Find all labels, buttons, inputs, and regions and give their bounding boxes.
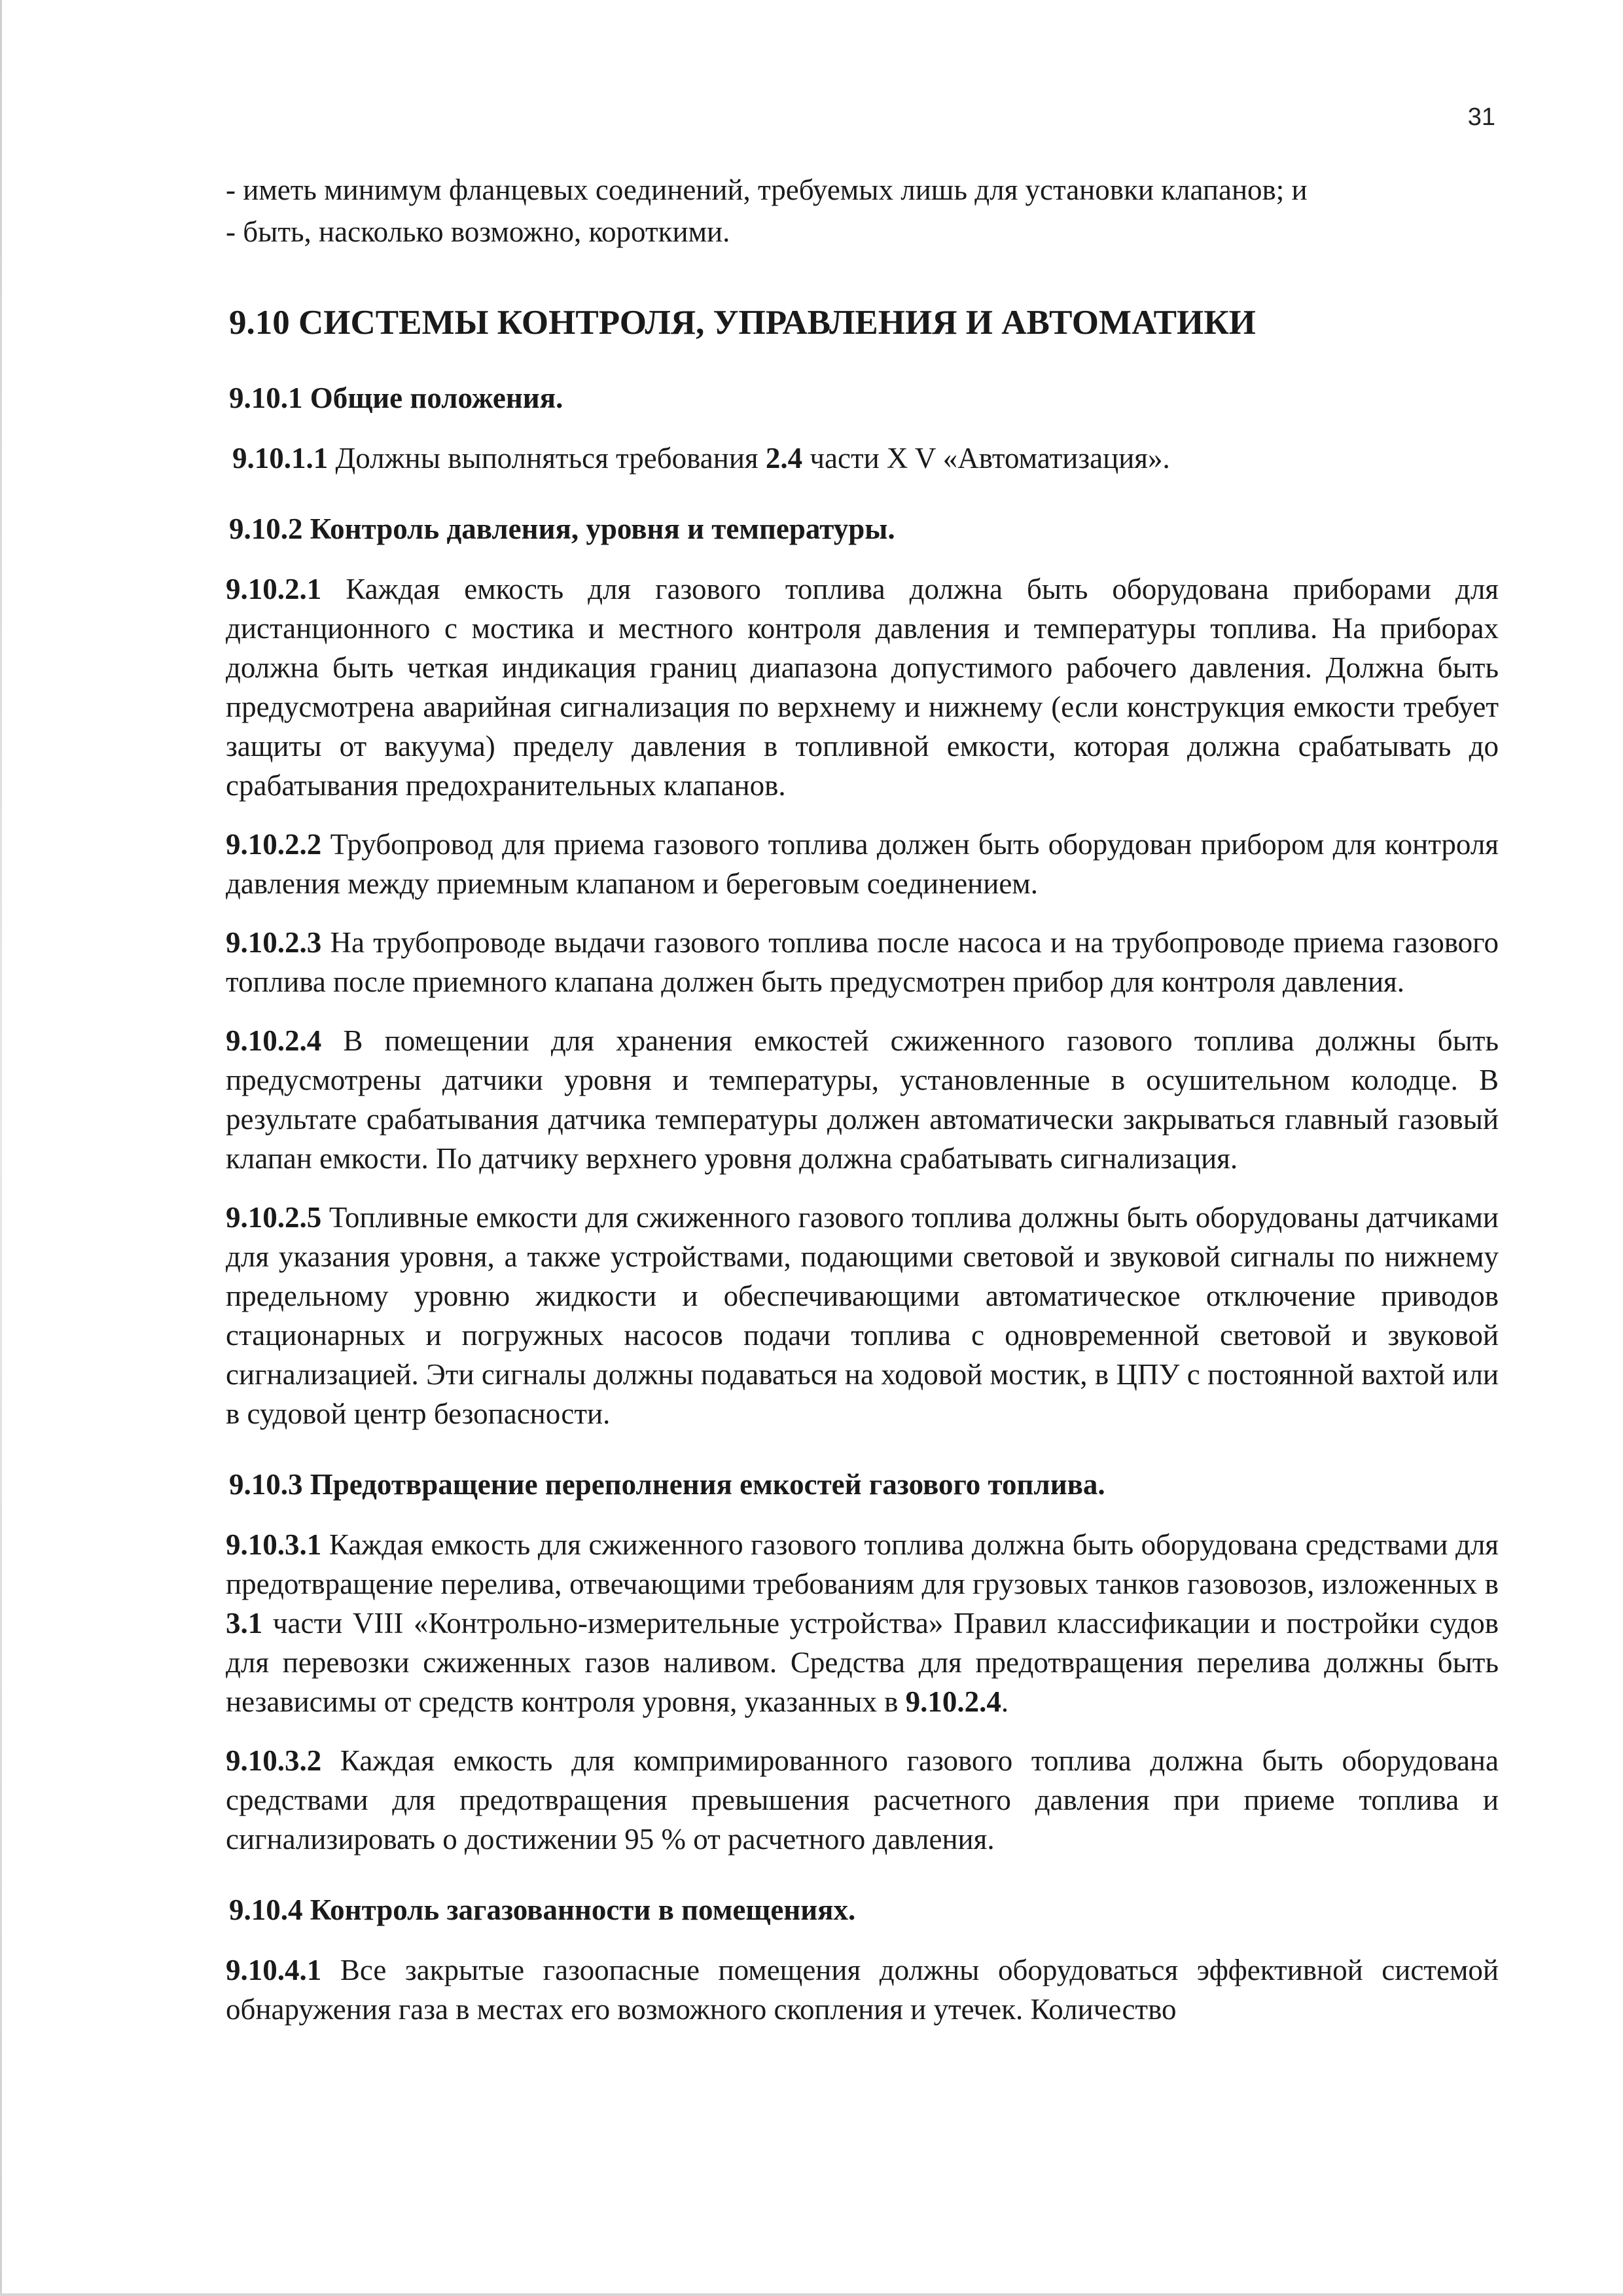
paragraph-text: части X V «Автоматизация». bbox=[802, 442, 1170, 475]
clause-number: 9.10.2.1 bbox=[226, 573, 322, 605]
paragraph-text: Каждая емкость для газового топлива должна быть оборудована приборами для дистанционного с мостика и местного контроля давления и температуры топлива. На приборах должна быть четкая индикация границ диапазона допустимого рабочего давления. Должна быть предусмотрена аварийная сигнализация по верхнему и нижнему (если конструкция емкости требует защиты от вакуума) пределу давления в топливной емкости, которая должна срабатывать до срабатывания предохранительных клапанов. bbox=[226, 573, 1499, 802]
clause-number: 9.10.2.5 bbox=[226, 1201, 322, 1234]
subsection-heading-9-10-4: 9.10.4 Контроль загазованности в помещениях. bbox=[229, 1893, 856, 1926]
paragraph-9-10-2-1 bbox=[226, 569, 1499, 805]
subsection-heading-9-10-3: 9.10.3 Предотвращение переполнения емкостей газового топлива. bbox=[229, 1468, 1105, 1501]
paragraph-text: Все закрытые газоопасные помещения должны оборудоваться эффективной системой обнаружения газа в местах его возможного скопления и утечек. Количество bbox=[226, 1954, 1499, 2026]
paragraph-9-10-2-5 bbox=[226, 1198, 1499, 1433]
section-title: 9.10 СИСТЕМЫ КОНТРОЛЯ, УПРАВЛЕНИЯ И АВТОМАТИКИ bbox=[229, 304, 1256, 342]
document-body bbox=[226, 169, 1499, 2049]
paragraph-text: Каждая емкость для компримированного газового топлива должна быть оборудована средствами для предотвращения превышения расчетного давления при приеме топлива и сигнализировать о достижении 95 % от расчетного давления. bbox=[226, 1744, 1499, 1856]
paragraph-text: Трубопровод для приема газового топлива должен быть оборудован прибором для контроля давления между приемным клапаном и береговым соединением. bbox=[226, 828, 1499, 900]
paragraph-text: Должны выполняться требования bbox=[328, 442, 766, 475]
paragraph-text: Каждая емкость для сжиженного газового топлива должна быть оборудована средствами для предотвращение перелива, отвечающими требованиям для грузовых танков газовозов, изложенных в bbox=[226, 1528, 1499, 1600]
scan-edge-bottom bbox=[0, 2293, 1623, 2296]
paragraph-text: В помещении для хранения емкостей сжиженного газового топлива должны быть предусмотрены датчики уровня и температуры, установленные в осушительном колодце. В результате срабатывания датчика температуры должен автоматически закрываться главный газовый клапан емкости. По датчику верхнего уровня должна срабатывать сигнализация. bbox=[226, 1024, 1499, 1175]
paragraph-9-10-2-3 bbox=[226, 923, 1499, 1001]
subsection-heading-9-10-1: 9.10.1 Общие положения. bbox=[229, 382, 563, 414]
bullet-item: - иметь минимум фланцевых соединений, требуемых лишь для установки клапанов; и bbox=[226, 173, 1308, 206]
clause-number: 9.10.1.1 bbox=[232, 442, 329, 475]
page-number: 31 bbox=[1467, 103, 1495, 131]
paragraph-9-10-3-2 bbox=[226, 1741, 1499, 1859]
clause-number: 9.10.3.1 bbox=[226, 1528, 322, 1561]
clause-number: 9.10.2.3 bbox=[226, 926, 322, 959]
bullet-item: - быть, насколько возможно, короткими. bbox=[226, 215, 730, 248]
subsection-heading-9-10-2: 9.10.2 Контроль давления, уровня и температуры. bbox=[229, 512, 895, 545]
clause-number: 9.10.2.4 bbox=[226, 1024, 322, 1057]
paragraph-9-10-2-2 bbox=[226, 825, 1499, 903]
paragraph-text: части VIII «Контрольно-измерительные устройства» Правил классификации и постройки судов для перевозки сжиженных газов наливом. Средства для предотвращения перелива должны быть независимы от средств контроля уровня, указанных в bbox=[226, 1607, 1499, 1718]
clause-reference: 3.1 bbox=[226, 1607, 263, 1640]
paragraph-9-10-4-1 bbox=[226, 1950, 1499, 2029]
paragraph-text: . bbox=[1001, 1685, 1009, 1718]
clause-number: 9.10.2.2 bbox=[226, 828, 322, 861]
clause-number: 9.10.3.2 bbox=[226, 1744, 322, 1777]
paragraph-text: На трубопроводе выдачи газового топлива после насоса и на трубопроводе приема газового топлива после приемного клапана должен быть предусмотрен прибор для контроля давления. bbox=[226, 926, 1499, 998]
clause-number: 9.10.4.1 bbox=[226, 1954, 322, 1986]
clause-reference: 9.10.2.4 bbox=[905, 1685, 1001, 1718]
scan-edge-left bbox=[0, 0, 2, 2296]
paragraph-9-10-2-4 bbox=[226, 1021, 1499, 1178]
paragraph-9-10-3-1 bbox=[226, 1525, 1499, 1721]
paragraph-text: Топливные емкости для сжиженного газового топлива должны быть оборудованы датчиками для указания уровня, а также устройствами, подающими световой и звуковой сигналы по нижнему предельному уровню жидкости и обеспечивающими автоматическое отключение приводов стационарных и погружных насосов подачи топлива с одновременной световой и звуковой сигнализацией. Эти сигналы должны подаваться на ходовой мостик, в ЦПУ с постоянной вахтой или в судовой центр безопасности. bbox=[226, 1201, 1499, 1430]
clause-reference: 2.4 bbox=[765, 442, 803, 475]
paragraph-9-10-1-1 bbox=[226, 439, 1499, 478]
